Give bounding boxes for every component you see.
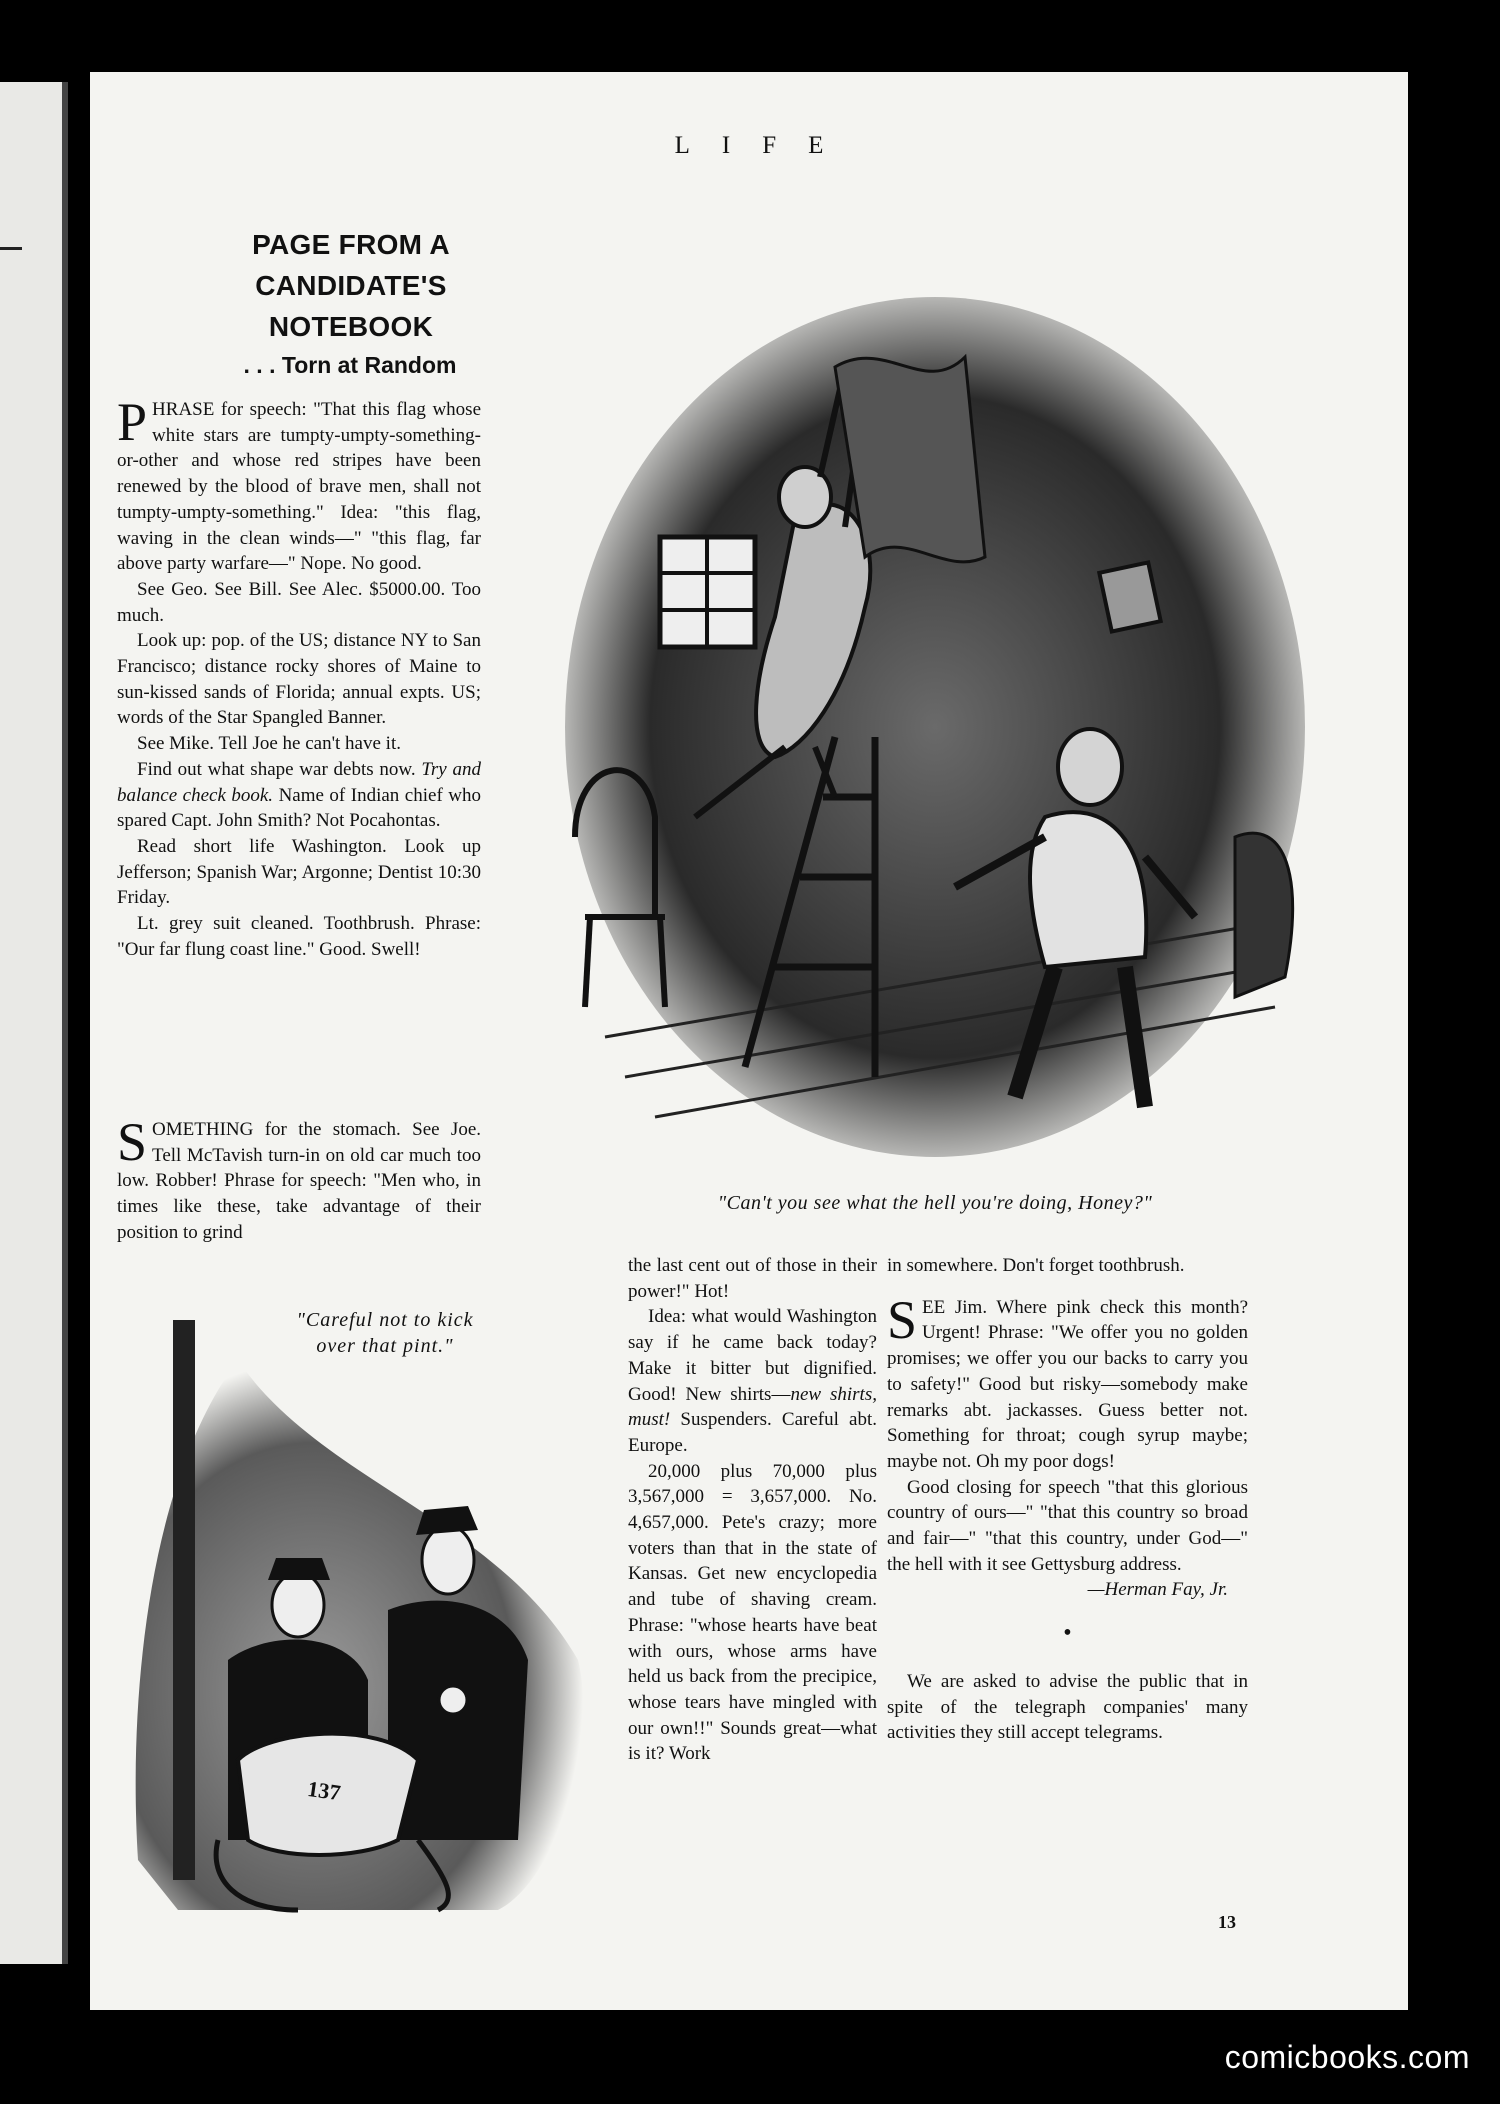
- paragraph: See Geo. See Bill. See Alec. $5000.00. Too much.: [117, 578, 481, 626]
- page-gutter-shadow: [62, 82, 68, 1964]
- italic-note: Try and balance check book.: [117, 758, 481, 806]
- policemen-cartoon-illustration: [118, 1280, 638, 1920]
- paragraph: Lt. grey suit cleaned. Toothbrush. Phrase: "Our far flung coast line." Good. Swell!: [117, 913, 481, 960]
- section-bullet: •: [1063, 1620, 1072, 1647]
- paragraph: the last cent out of those in their power!" Hot!: [628, 1255, 877, 1302]
- lamppost: [173, 1320, 195, 1880]
- main-cartoon-caption: "Can't you see what the hell you're doing, Honey?": [717, 1192, 1153, 1214]
- paragraph: Find out what shape war debts now. Try and balance check book. Name of Indian chief who spared Capt. John Smith? Not Pocahontas.: [117, 758, 481, 832]
- author-signature: —Herman Fay, Jr.: [1087, 1579, 1228, 1601]
- motorcycle-headlamp: [439, 1686, 467, 1714]
- adjacent-page-edge: [0, 82, 68, 1964]
- main-cartoon-illustration: [545, 277, 1325, 1167]
- paragraph: Idea: what would Washington say if he came back today? Make it bitter but dignified. Good! New shirts—new shirts, must! Suspenders. Careful abt. Europe.: [628, 1306, 878, 1456]
- drop-cap: P: [117, 392, 148, 452]
- page-edge-mark: [0, 247, 22, 250]
- picture-frame: [1099, 562, 1160, 631]
- paragraph: PHRASE for speech: "That this flag whose white stars are tumpty-umpty-something-or-other and whose red stripes have been renewed by the blood of brave men, shall not tumpty-umpty-something." Idea: "this flag, waving in the clean winds—" "this flag, far above party warfare—" Nope. No good.: [117, 392, 481, 575]
- article-subtitle: . . . Torn at Random: [243, 352, 457, 378]
- article-column-3: [887, 1253, 1248, 1746]
- article-column-2: [628, 1253, 877, 1767]
- italic-note: new shirts, must!: [628, 1383, 877, 1431]
- paragraph: Good closing for speech "that this glorious country of ours—" "that this country so broad and fair—" "that this country, under God—" the hell with it see Gettysburg address.: [887, 1476, 1248, 1575]
- notice-paragraph: We are asked to advise the public that in spite of the telegraph companies' many activities they still accept telegrams.: [887, 1670, 1248, 1744]
- drop-cap: S: [117, 1112, 148, 1172]
- paragraph: in somewhere. Don't forget toothbrush.: [887, 1255, 1185, 1276]
- magazine-page: [90, 72, 1408, 2010]
- article-column-1-section-2: [117, 1112, 481, 1246]
- policemen-cartoon-caption: "Careful not to kick over that pint.": [296, 1309, 474, 1357]
- paragraph: SEE Jim. Where pink check this month? Urgent! Phrase: "We offer you no golden promises; we offer you our backs to carry you to safety!" Good but risky—somebody make remarks abt. jackasses. Guess better not. Something for throat; cough syrup maybe; maybe not. Oh my poor dogs!: [887, 1289, 1248, 1472]
- paragraph: 20,000 plus 70,000 plus 3,567,000 = 3,657,000. No. 4,657,000. Pete's crazy; more voters than that in the state of Kansas. Get new encyclopedia and tube of shaving cream. Phrase: "whose hearts have beat with ours, whose arms have held us back from the precipice, whose tears have mingled with our own!!" Sounds great—what is it? Work: [628, 1460, 877, 1765]
- drop-cap: S: [887, 1289, 918, 1350]
- paragraph: See Mike. Tell Joe he can't have it.: [137, 733, 401, 755]
- side-chair: [1235, 833, 1293, 997]
- article-column-1: [117, 392, 481, 962]
- paragraph: SOMETHING for the stomach. See Joe. Tell McTavish turn-in on old car much too low. Robber! Phrase for speech: "Men who, in times like these, take advantage of their position to grind: [117, 1112, 481, 1243]
- sidecar-number: 137: [305, 1775, 343, 1806]
- running-head: LIFE: [674, 132, 856, 159]
- site-watermark: comicbooks.com: [1224, 2039, 1470, 2075]
- paragraph: Read short life Washington. Look up Jefferson; Spanish War; Argonne; Dentist 10:30 Friday.: [117, 835, 481, 909]
- article-title: PAGE FROM A CANDIDATE'S NOTEBOOK: [252, 229, 450, 342]
- paragraph: Look up: pop. of the US; distance NY to San Francisco; distance rocky shores of Maine to sun-kissed sands of Florida; annual expts. US; words of the Star Spangled Banner.: [117, 630, 481, 729]
- page-number: 13: [1218, 1912, 1236, 1932]
